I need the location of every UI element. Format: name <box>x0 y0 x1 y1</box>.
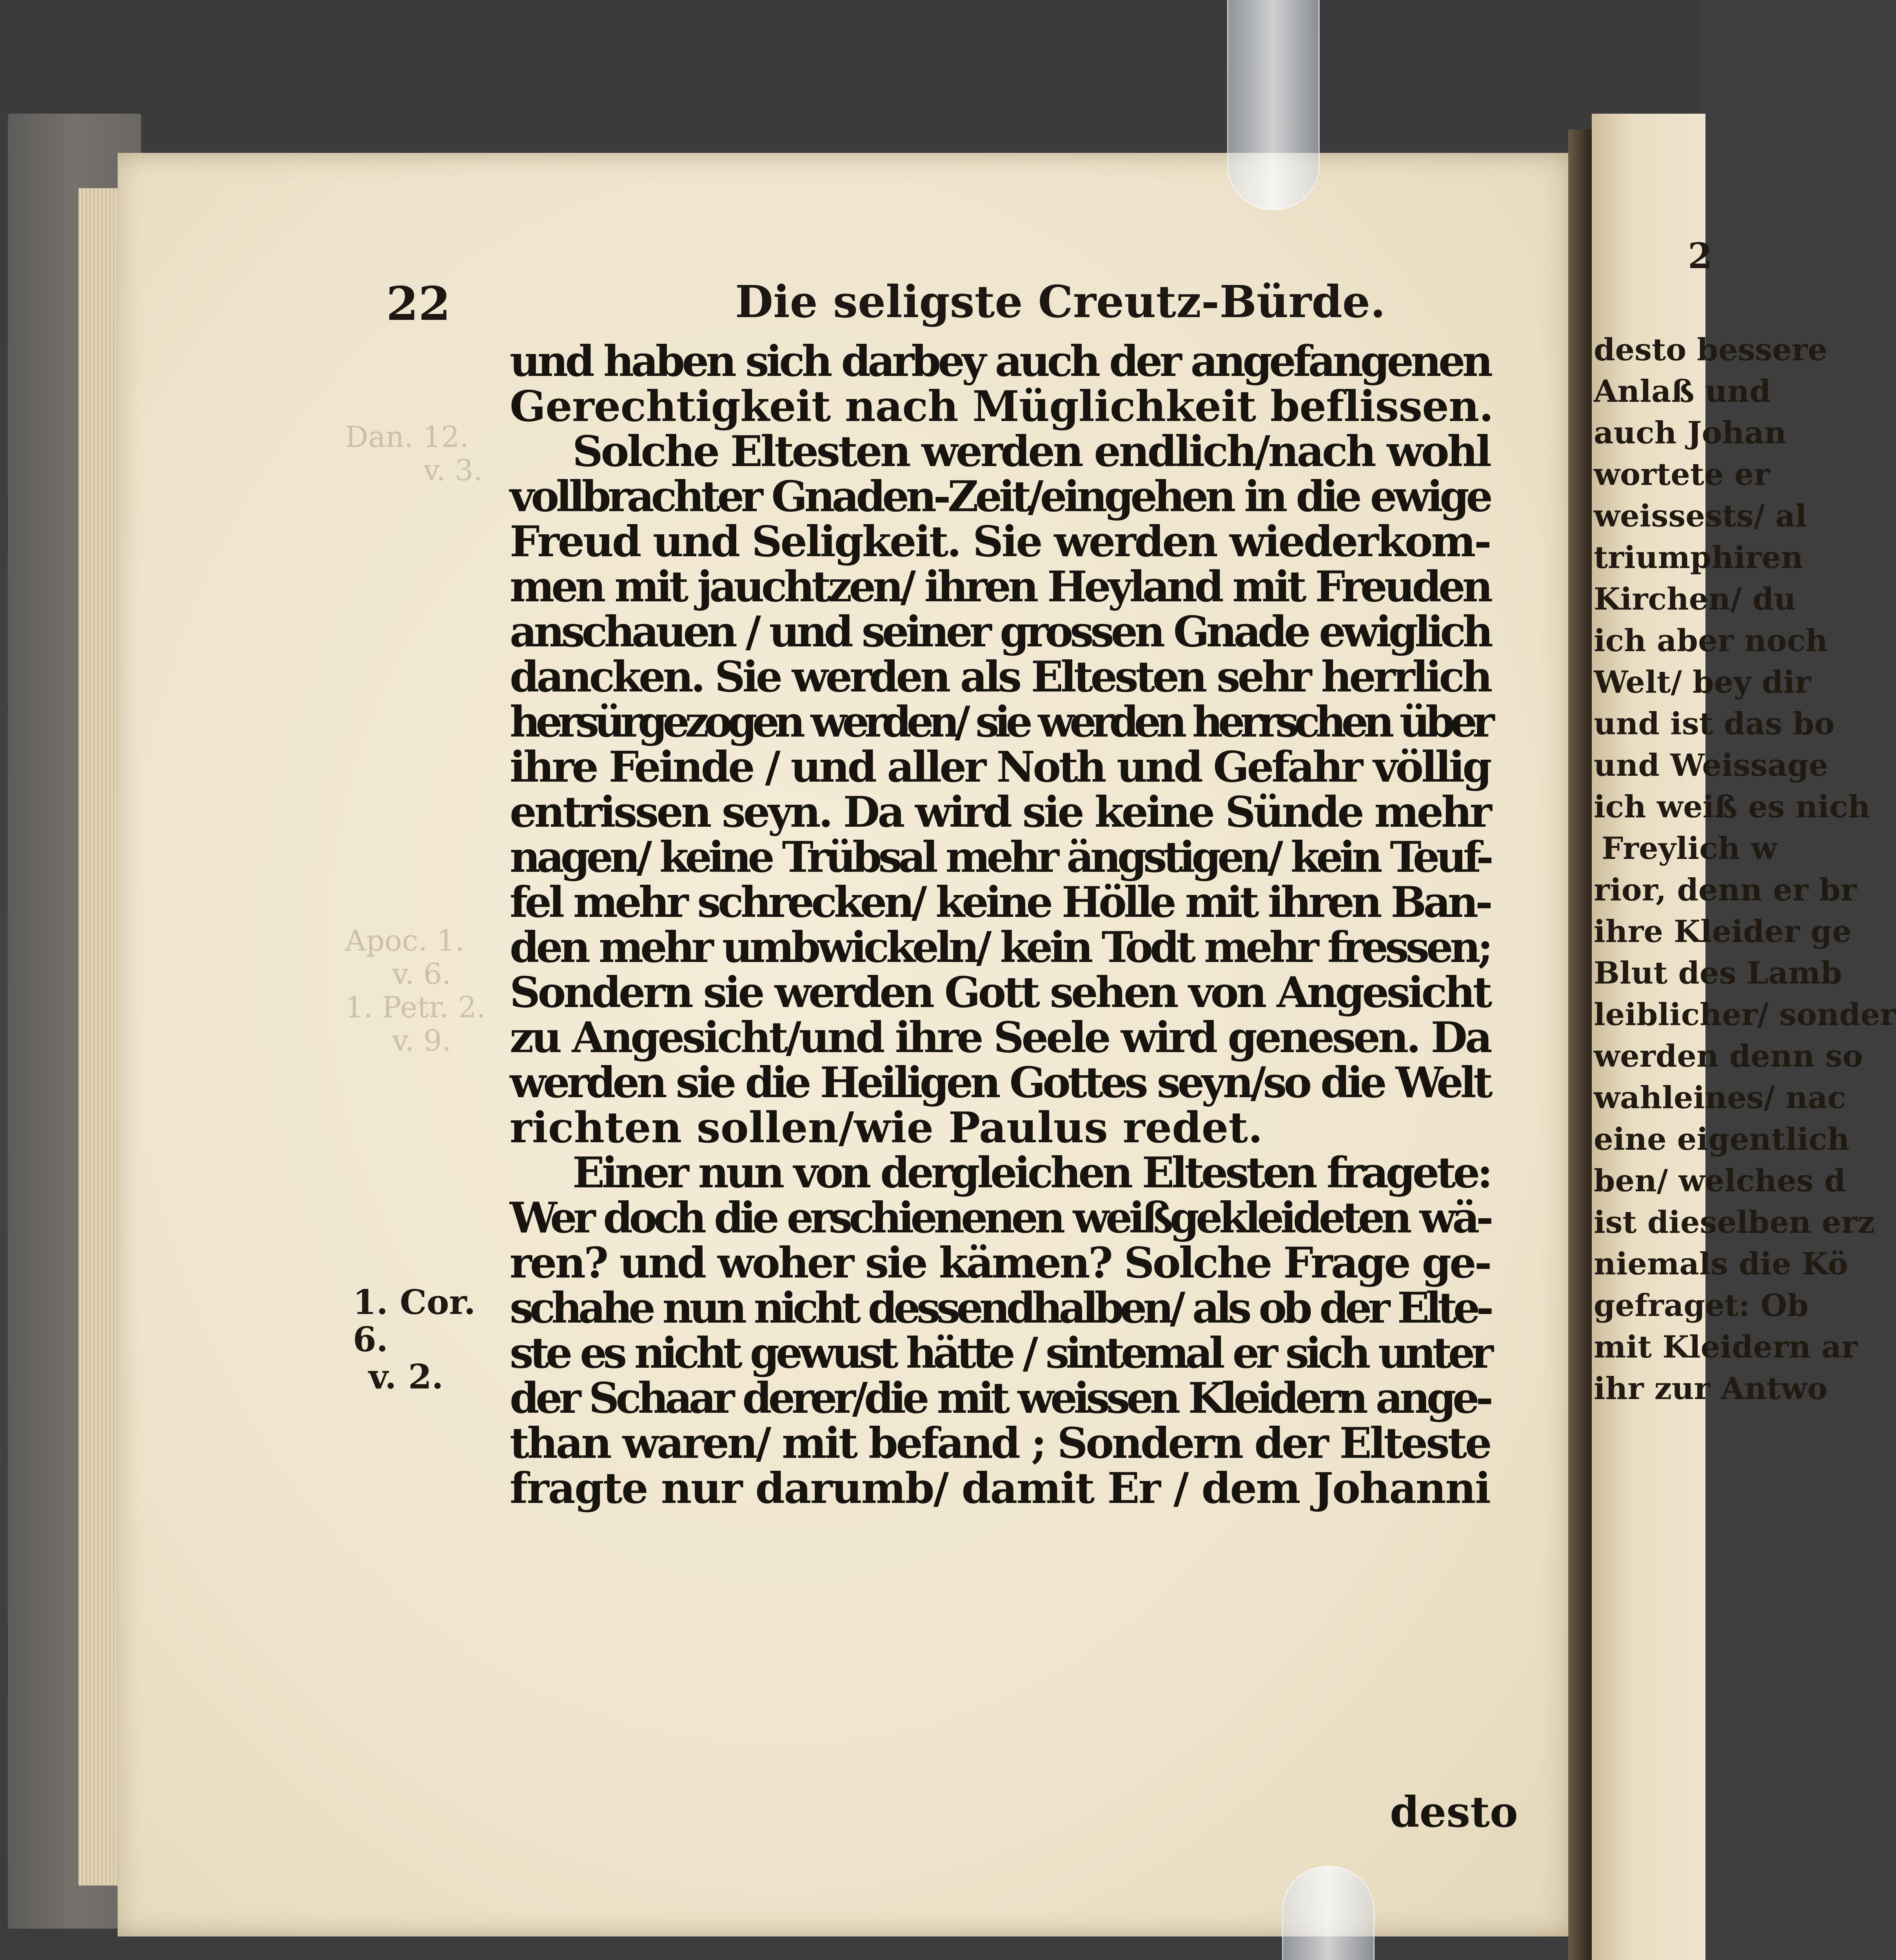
text-line: vollbrachter Gnaden-Zeit/eingehen in die ewige <box>510 472 1490 521</box>
text-line: Einer nun von dergleichen Eltesten fragete: <box>572 1148 1490 1198</box>
margin-note-reference: 1. Cor. 6. <box>353 1283 476 1359</box>
right-text-line: ich aber noch <box>1594 623 1828 659</box>
text-line: Solche Eltesten werden endlich/nach wohl <box>572 427 1490 476</box>
show-through-note: v. 6. <box>392 957 451 991</box>
page-clip-top <box>1227 0 1320 210</box>
text-line: Freud und Seligkeit. Sie werden wiederkom- <box>510 517 1490 566</box>
text-line: ren? und woher sie kämen? Solche Frage ge- <box>510 1238 1490 1288</box>
right-text-line: wahleines/ nac <box>1594 1080 1846 1116</box>
right-text-line: mit Kleidern ar <box>1594 1329 1858 1365</box>
text-line: fragte nur darumb/ damit Er / dem Johanni <box>510 1464 1490 1513</box>
text-line: ihre Feinde / und aller Noth und Gefahr völlig <box>510 742 1490 792</box>
show-through-note: v. 3. <box>423 454 483 487</box>
text-line: Sondern sie werden Gott sehen von Angesicht <box>510 968 1490 1017</box>
right-text-line: weissests/ al <box>1594 498 1807 534</box>
text-line: than waren/ mit befand ; Sondern der Elteste <box>510 1419 1490 1468</box>
body-text <box>510 337 1493 1852</box>
text-line: Gerechtigkeit nach Müglichkeit beflissen. <box>510 382 1493 431</box>
right-text-line: ihre Kleider ge <box>1594 914 1852 949</box>
right-text-line: Welt/ bey dir <box>1594 664 1811 700</box>
text-line: ste es nicht gewust hätte / sintemal er sich unter <box>510 1328 1490 1378</box>
text-line: men mit jauchtzen/ ihren Heyland mit Freuden <box>510 562 1490 612</box>
right-text-line: ist dieselben erz <box>1594 1205 1875 1240</box>
text-line: entrissen seyn. Da wird sie keine Sünde mehr <box>510 788 1490 837</box>
right-text-line: gefraget: Ob <box>1594 1288 1809 1323</box>
right-text-line: auch Johan <box>1594 415 1787 451</box>
right-text-line: Anlaß und <box>1594 374 1771 409</box>
show-through-note: 1. Petr. 2. <box>345 991 486 1024</box>
right-text-line: ihr zur Antwo <box>1594 1371 1828 1406</box>
right-text-line: ben/ welches d <box>1594 1163 1846 1199</box>
right-text-line: ich weiß es nich <box>1594 789 1871 825</box>
text-line: zu Angesicht/und ihre Seele wird genesen. Da <box>510 1013 1490 1062</box>
right-page-text <box>1594 329 1896 1858</box>
show-through-note: v. 9. <box>392 1024 451 1058</box>
text-line: werden sie die Heiligen Gottes seyn/so die Welt <box>510 1058 1490 1107</box>
show-through-note: Dan. 12. <box>345 420 469 454</box>
text-line: schahe nun nicht dessendhalben/ als ob der Elte- <box>510 1283 1490 1333</box>
right-text-line: leiblicher/ sonder <box>1594 997 1896 1033</box>
right-text-line: rior, denn er br <box>1594 872 1857 908</box>
right-text-line: werden denn so <box>1594 1038 1863 1074</box>
page-number: 22 <box>386 276 451 331</box>
right-text-line: Blut des Lamb <box>1594 955 1842 991</box>
right-page-header: 2 <box>1688 235 1713 277</box>
catchword: desto <box>1390 1788 1518 1837</box>
text-line: Wer doch die erschienenen weißgekleideten wä- <box>510 1193 1490 1243</box>
running-title: Die seligste Creutz-Bürde. <box>735 276 1386 328</box>
right-text-line: wortete er <box>1594 457 1770 492</box>
text-line: anschauen / und seiner grossen Gnade ewiglich <box>510 607 1490 657</box>
page-header <box>386 272 1531 335</box>
text-line: der Schaar derer/die mit weissen Kleidern ange- <box>510 1374 1490 1423</box>
text-line: nagen/ keine Trübsal mehr ängstigen/ kein Teuf- <box>510 833 1490 882</box>
right-text-line: Freylich w <box>1602 831 1777 866</box>
text-line: den mehr umbwickeln/ kein Todt mehr fressen; <box>510 923 1490 972</box>
right-text-line: und ist das bo <box>1594 706 1835 742</box>
margin-note <box>353 1284 494 1396</box>
right-text-line: desto bessere <box>1594 332 1827 368</box>
page-clip-bottom <box>1282 1866 1375 1960</box>
right-text-line: niemals die Kö <box>1594 1246 1848 1282</box>
text-line: fel mehr schrecken/ keine Hölle mit ihren Ban- <box>510 878 1490 927</box>
margin-note-verse: v. 2. <box>369 1357 443 1397</box>
text-line: und haben sich darbey auch der angefangenen <box>510 337 1490 386</box>
show-through-note: Apoc. 1. <box>345 924 465 958</box>
text-line: dancken. Sie werden als Eltesten sehr herrlich <box>510 652 1490 702</box>
right-text-line: und Weissage <box>1594 748 1829 783</box>
right-text-line: triumphiren <box>1594 540 1803 575</box>
right-text-line: eine eigentlich <box>1594 1122 1850 1157</box>
text-line: richten sollen/wie Paulus redet. <box>510 1103 1263 1152</box>
text-line: hersürgezogen werden/ sie werden herrschen über <box>510 697 1490 747</box>
right-text-line: Kirchen/ du <box>1594 581 1796 617</box>
